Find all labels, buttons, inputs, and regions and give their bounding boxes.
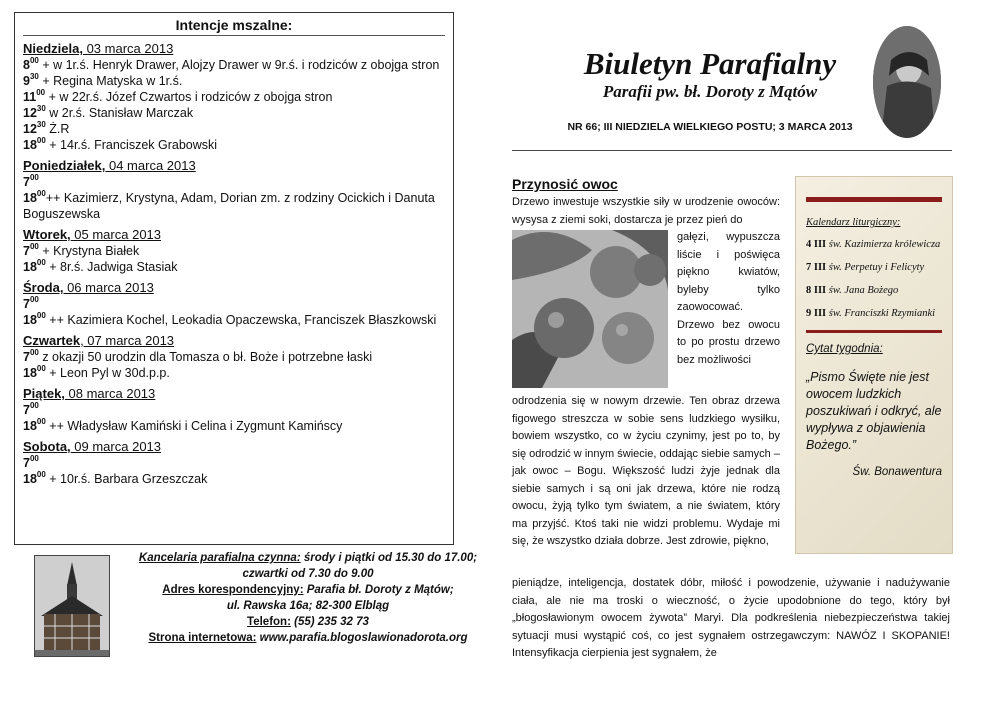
- day-block: [23, 333, 445, 381]
- mass-row: $7^{00}$: [23, 173, 39, 189]
- mass-row: $12^{30}$ Ż.R: [23, 120, 70, 136]
- mass-row: $9^{30}$ + Regina Matyska w 1r.ś.: [23, 72, 183, 88]
- mass-row: $18^{00}++$ Kazimierz, Krystyna, Adam, Dorian zm. z rodziny Ocickich i Danuta Boguszewska: [23, 189, 435, 221]
- issue-line: NR 66; III NIEDZIELA WIELKIEGO POSTU; 3 MARCA 2013: [567, 121, 853, 133]
- saint-portrait: [873, 26, 941, 138]
- day-heading: Piątek, 08 marca 2013: [23, 386, 156, 401]
- figs-photo: [512, 230, 668, 388]
- bulletin-subtitle: Parafii pw. bł. Doroty z Mątów: [602, 82, 818, 101]
- mass-row: $7^{00}$ z okazji 50 urodzin dla Tomasza o bł. Boże i potrzebne łaski: [23, 348, 373, 364]
- mass-row: $18^{00}$ ++ Kazimiera Kochel, Leokadia Opaczewska, Franciszek Błaszkowski: [23, 311, 437, 327]
- office-label: Kancelaria: [138, 552, 198, 564]
- mass-row: $7^{00}$ + Krystyna Białek: [23, 242, 140, 258]
- mass-row: $18^{00}$ + Leon Pyl w 30d.p.p.: [23, 364, 170, 380]
- figs-illustration: [512, 230, 668, 388]
- mass-row: $18^{00}$ + 8r.ś. Jadwiga Stasiak: [23, 258, 178, 274]
- calendar-list: [806, 238, 942, 320]
- sidebar-accent-bar-2: [806, 330, 942, 333]
- day-heading: Sobota, 09 marca 2013: [23, 439, 162, 454]
- mass-row: $7^{00}$: [23, 295, 39, 311]
- office-info: Kancelaria parafialna czynna: środy i piątki od 15.30 do 17.00; czwartki od 7.30 do 9.00 Adres korespondencyjny: Parafia bł. Doroty z Mątów; ul. Rawska 16a; 82-300 Elbląg Telefon: (55) 235 32 73 Strona internetowa: www.parafia.blogoslawionadorota.org: [128, 550, 488, 646]
- calendar-entry: 8 III św. Jana Bożego: [806, 285, 899, 296]
- day-heading: Czwartek, 07 marca 2013: [23, 333, 175, 348]
- day-heading: Niedziela, 03 marca 2013: [23, 41, 174, 56]
- header-divider: [512, 150, 952, 151]
- day-block: [23, 41, 445, 153]
- mass-row: $11^{00} + w$ 22r.ś. Józef Czwartos i rodziców z obojga stron: [23, 88, 333, 104]
- quote-author: Św. Bonawentura: [852, 466, 942, 478]
- calendar-entry: 4 III św. Kazimierza królewicza: [806, 239, 941, 250]
- saint-image: [873, 26, 941, 138]
- intentions-days: [23, 41, 445, 487]
- address-street: ul. Rawska 16a; 82-300 Elbląg: [226, 600, 390, 612]
- bulletin-title: Biuletyn Parafialny: [583, 46, 837, 81]
- day-block: [23, 227, 445, 275]
- church-illustration: [35, 556, 109, 656]
- calendar-entry: 7 III św. Perpetuy i Felicyty: [806, 262, 925, 273]
- article-paragraph-4: pieniądze, inteligencja, dostatek dóbr, miłość i powodzenie, używanie i nadużywanie ciała, ale nie ma troski o wieczność, o życie upodobnione do tego, który był „błogosławionym owocem żywota” Maryi. Dla podkreślenia niebezpieczeństwa takiej sytuacji musi wystąpić coś, co jest sygnałem ostrzegawczym: NAWÓZ I SKOPANIE! Intensyfikacja cierpienia jest sygnałem, że: [512, 577, 950, 659]
- day-heading: Środa, 06 marca 2013: [23, 280, 154, 295]
- mass-row: $18^{00}$ + 10r.ś. Barbara Grzeszczak: [23, 470, 208, 486]
- day-heading: Poniedziałek, 04 marca 2013: [23, 158, 196, 173]
- day-block: [23, 280, 445, 328]
- address-label: Adres korespondencyjny:: [162, 584, 304, 596]
- mass-row: $7^{00}$: [23, 401, 39, 417]
- mass-row: $18^{00}$ + 14r.ś. Franciszek Grabowski: [23, 136, 218, 152]
- intentions-box: [14, 12, 454, 545]
- article-paragraph-2: gałęzi, wypuszcza liście i poświęca piękno kwiatów, byleby tylko zaowocować. Drzewo bez owocu to po prostu drzewo bez możliwości: [677, 231, 780, 366]
- office-hours-2: czwartki od 7.30 do 9.00: [242, 568, 374, 580]
- calendar-title: Kalendarz liturgiczny:: [806, 217, 901, 228]
- day-heading: Wtorek, 05 marca 2013: [23, 227, 162, 242]
- website-link[interactable]: www.parafia.blogoslawionadorota.org: [256, 632, 468, 644]
- calendar-entry: 9 III św. Franciszki Rzymianki: [806, 308, 936, 319]
- day-block: [23, 386, 445, 434]
- website-label: Strona internetowa:: [148, 632, 257, 644]
- mass-row: $8^{00} + w$ 1r.ś. Henryk Drawer, Alojzy Drawer w 9r.ś. i rodziców z obojga stron: [23, 56, 440, 72]
- article-paragraph-3: odrodzenia się w nowym drzewie. Ten obraz drzewa figowego streszcza w sobie sens ludzkiego wysiłku, bowiem wszystko, co w życiu czynimy, jest po to, by się odrodzić w innym świecie, oddając siebie samych – jak owoc – Bogu. Większość ludzi żyje jednak dla siebie samych i są oni jak drzewa, które nie rodzą owocu, żyją tylko tym światem, a nie światem, który ma przyjść. Ktoś taki nie widzi problemu. Wydaje mi się, że wszystko działa dobrze. Jest zdrowie, piękno,: [512, 395, 780, 547]
- church-photo: [34, 555, 110, 657]
- mass-row: $18^{00}$ ++ Władysław Kamiński i Celina i Zygmunt Kamińscy: [23, 417, 343, 433]
- mass-row: $12^{30}$ w 2r.ś. Stanisław Marczak: [23, 104, 194, 120]
- sidebar-accent-bar: [806, 197, 942, 202]
- mass-row: $7^{00}$: [23, 454, 39, 470]
- quote-title: Cytat tygodnia:: [806, 343, 883, 355]
- day-block: [23, 439, 445, 487]
- sidebar-panel: [795, 176, 953, 554]
- day-block: [23, 158, 445, 222]
- article-paragraph-1: Drzewo inwestuje wszystkie siły w urodzenie owoców: wysysa z ziemi soki, dostarcza je przez pień do: [512, 196, 780, 226]
- phone-label: Telefon:: [247, 616, 291, 628]
- intentions-title: Intencje mszalne:: [23, 17, 445, 36]
- article-title: Przynosić owoc: [512, 176, 618, 192]
- quote-text: „Pismo Święte nie jest owocem ludzkich poszukiwań i odkryć, ale wypływa z objawienia Bożego.”: [806, 370, 942, 452]
